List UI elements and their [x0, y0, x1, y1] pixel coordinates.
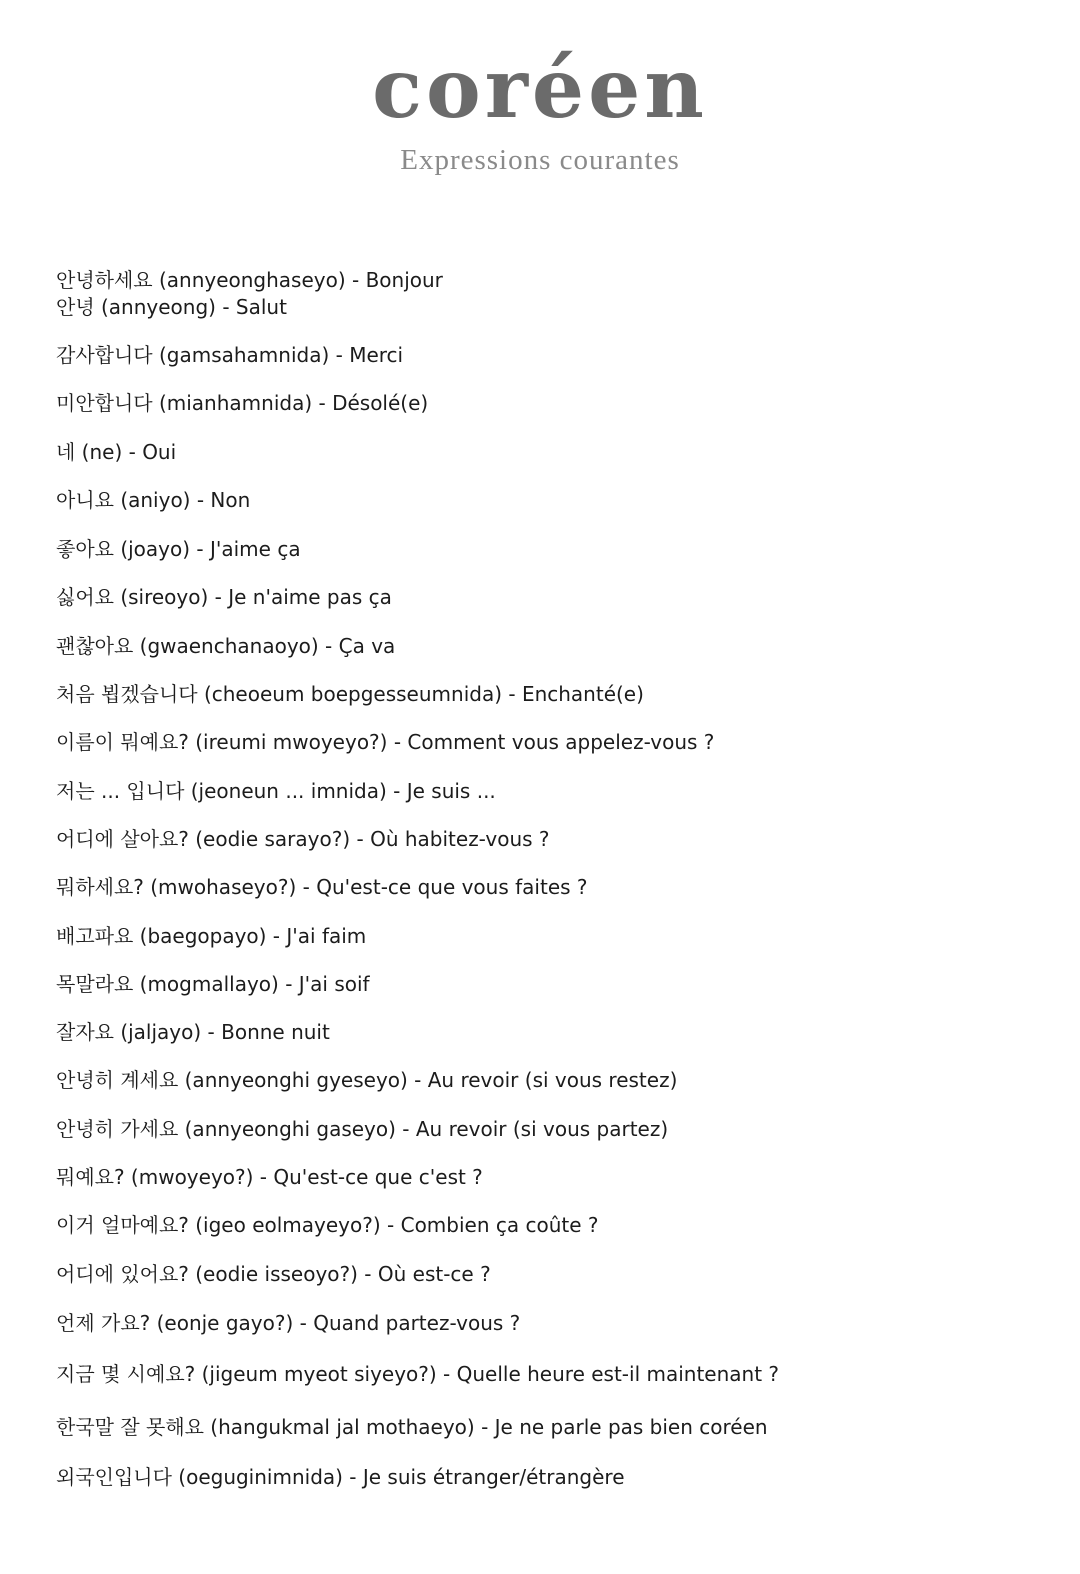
- phrase-hello-formal: 안녕하세요 (annyeonghaseyo) - Bonjour: [56, 268, 443, 292]
- phrase-good-night: 잘자요 (jaljayo) - Bonne nuit: [56, 1020, 330, 1044]
- phrase-when-leaving: 언제 가요? (eonje gayo?) - Quand partez-vous ?: [56, 1311, 521, 1335]
- phrase-goodbye-staying: 안녕히 계세요 (annyeonghi gyeseyo) - Au revoir (si vous restez): [56, 1068, 678, 1092]
- phrase-i-like-it: 좋아요 (joayo) - J'aime ça: [56, 537, 301, 561]
- phrase-what-do-you-do: 뭐하세요? (mwohaseyo?) - Qu'est-ce que vous faites ?: [56, 875, 588, 899]
- phrase-where-is-it: 어디에 있어요? (eodie isseoyo?) - Où est-ce ?: [56, 1262, 491, 1286]
- phrase-yes: 네 (ne) - Oui: [56, 440, 177, 464]
- phrase-i-am: 저는 ... 입니다 (jeoneun ... imnida) - Je suis ...: [56, 779, 496, 803]
- page-title: coréen: [372, 41, 708, 137]
- phrase-thank-you: 감사합니다 (gamsahamnida) - Merci: [56, 343, 404, 367]
- phrase-what-time: 지금 몇 시예요? (jigeum myeot siyeyo?) - Quelle heure est-il maintenant ?: [56, 1362, 780, 1386]
- phrase-dont-speak-korean: 한국말 잘 못해요 (hangukmal jal mothaeyo) - Je ne parle pas bien coréen: [56, 1415, 768, 1439]
- phrase-i-dislike-it: 싫어요 (sireoyo) - Je n'aime pas ça: [56, 585, 392, 609]
- phrase-hello-casual: 안녕 (annyeong) - Salut: [56, 295, 287, 319]
- page-subtitle: Expressions courantes: [400, 144, 680, 176]
- phrase-hungry: 배고파요 (baegopayo) - J'ai faim: [56, 924, 367, 948]
- phrase-goodbye-leaving: 안녕히 가세요 (annyeonghi gaseyo) - Au revoir (si vous partez): [56, 1117, 669, 1141]
- phrase-how-much: 이거 얼마예요? (igeo eolmayeyo?) - Combien ça coûte ?: [56, 1213, 599, 1237]
- phrase-sorry: 미안합니다 (mianhamnida) - Désolé(e): [56, 391, 429, 415]
- phrase-its-okay: 괜찮아요 (gwaenchanaoyo) - Ça va: [56, 634, 396, 658]
- phrase-nice-to-meet-you: 처음 뵙겠습니다 (cheoeum boepgesseumnida) - Enchanté(e): [56, 682, 644, 706]
- phrase-where-do-you-live: 어디에 살아요? (eodie sarayo?) - Où habitez-vous ?: [56, 827, 550, 851]
- phrase-foreigner: 외국인입니다 (oeguginimnida) - Je suis étranger/étrangère: [56, 1465, 625, 1489]
- phrase-no: 아니요 (aniyo) - Non: [56, 488, 251, 512]
- phrase-whats-your-name: 이름이 뭐예요? (ireumi mwoyeyo?) - Comment vous appelez-vous ?: [56, 730, 715, 754]
- phrase-thirsty: 목말라요 (mogmallayo) - J'ai soif: [56, 972, 370, 996]
- phrase-what-is-it: 뭐예요? (mwoyeyo?) - Qu'est-ce que c'est ?: [56, 1165, 483, 1189]
